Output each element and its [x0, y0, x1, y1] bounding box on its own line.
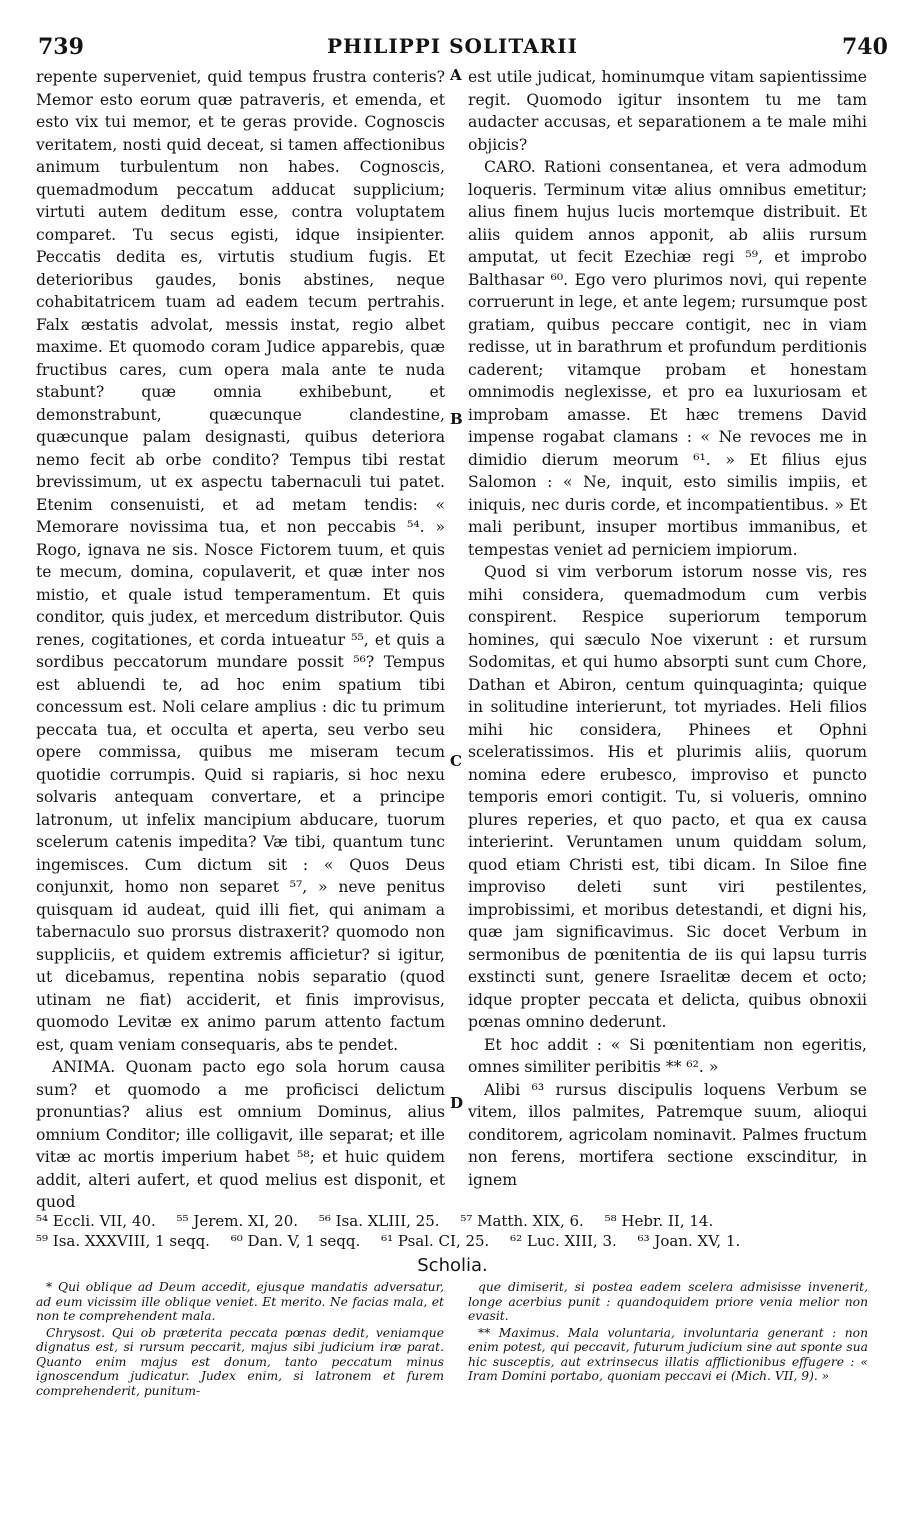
- right-text-column: [468, 66, 867, 1191]
- references-line-2: [36, 1232, 870, 1251]
- reference: ⁵⁴ Eccli. VII, 40.: [36, 1212, 156, 1230]
- scholia-note: Chrysost. Qui ob præterita peccata pœnas dedit, veniamque dignatus est, si rursum peccarit, majus sibi judicium iræ parat. Quanto enim majus est donum, tanto peccatum minus ignoscendum judicatur. Judex enim, si latronem et furem comprehenderit, punitum-: [36, 1325, 444, 1398]
- reference: ⁶² Luc. XIII, 3.: [510, 1232, 617, 1250]
- scholia-right-column: [468, 1280, 868, 1386]
- reference: ⁵⁷ Matth. XIX, 6.: [460, 1212, 584, 1230]
- section-marker-b: B: [450, 410, 463, 428]
- section-marker-c: C: [450, 752, 462, 770]
- left-text-column: [36, 66, 445, 1214]
- reference: ⁶¹ Psal. CI, 25.: [381, 1232, 490, 1250]
- right-paragraph-2: CARO. Rationi consentanea, et vera admodum loqueris. Terminum vitæ alius omnibus emetitur; alius finem hujus lucis mortemque distribuit. Et aliis quidem annos apponit, ab aliis rursum amputat, ut fecit Ezechiæ regi ⁵⁹, et improbo Balthasar ⁶⁰. Ego vero plurimos novi, qui repente corruerunt in lege, et ante legem; rursumque post gratiam, quibus peccare contigit, nec in viam redisse, ut in barathrum et profundum perditionis caderent; vitamque probam et honestam omnimodis neglexisse, et pro ea luxuriosam et improbam amasse. Et hæc tremens David impense rogabat clamans : « Ne revoces me in dimidio dierum meorum ⁶¹. » Et filius ejus Salomon : « Ne, inquit, esto similis impiis, et iniquis, nec duris corde, et incompatientibus. » Et mali peribunt, insuper mortibus immanibus, et tempestas veniet ad perniciem impiorum.: [468, 158, 867, 559]
- right-paragraph-4: Et hoc addit : « Si pœnitentiam non egeritis, omnes similiter peribitis ** ⁶². »: [468, 1035, 867, 1076]
- scholia-note: que dimiserit, si postea eadem scelera admisisse invenerit, longe acerbius punit : quandoquidem priore venia melior non evasit.: [468, 1280, 868, 1323]
- references-line-1: [36, 1212, 870, 1231]
- running-title: PHILIPPI SOLITARII: [326, 34, 579, 58]
- reference: ⁵⁶ Isa. XLIII, 25.: [318, 1212, 440, 1230]
- reference: ⁶³ Joan. XV, 1.: [637, 1232, 741, 1250]
- left-paragraph-2: ANIMA. Quonam pacto ego sola horum causa sum? et quomodo a me proficisci delictum pronuntias? alius est omnium Dominus, alius omnium Conditor; ille colligavit, ille separat; et ille vitæ ac mortis imperium habet ⁵⁸; et huic quidem addit, alteri aufert, et quod melius est disponit, et quod: [36, 1058, 445, 1211]
- scholia-heading: Scholia.: [417, 1255, 488, 1276]
- right-paragraph-3: Quod si vim verborum istorum nosse vis, res mihi considera, quemadmodum cum verbis conspirent. Respice superiorum temporum homines, qui sæculo Noe vixerunt : et rursum Sodomitas, et qui humo absorpti sunt cum Chore, Dathan et Abiron, centum quinquaginta; quique in solitudine interierunt, tot myriades. Heli filios mihi hic considera, Phinees et Ophni sceleratissimos. His et plurimis aliis, quorum nomina edere erubesco, improviso et puncto temporis emori contigit. Tu, si volueris, omnino plures reperies, et quo pacto, et qua ex causa interierint. Veruntamen unum quiddam solum, quod etiam Christi est, tibi dicam. In Siloe fine improviso deleti sunt viri pestilentes, improbissimi, et moribus detestandi, et digni his, quæ jam significavimus. Sic docet Verbum in sermonibus de pœnitentia de iis qui lapsu turris exstincti sunt, genere Israelitæ decem et octo; idque propter peccata et delicta, quibus obnoxii pœnas omnino dederunt.: [468, 563, 867, 1031]
- page-number-left: 739: [38, 34, 84, 60]
- right-paragraph-1: est utile judicat, hominumque vitam sapientissime regit. Quomodo igitur insontem tu me tam audacter accusas, et separationem a te male mihi objicis?: [468, 68, 867, 154]
- scholia-note: * Qui oblique ad Deum accedit, ejusque mandatis adversatur, ad eum vicissim ille oblique veniet. Et merito. Ne facias mala, et non te comprehendent mala.: [36, 1280, 444, 1323]
- right-paragraph-5: Alibi ⁶³ rursus discipulis loquens Verbum se vitem, illos palmites, Patremque suum, alioqui conditorem, agricolam nominavit. Palmes fructum non ferens, mortifera sectione exscinditur, in ignem: [468, 1080, 867, 1189]
- reference: ⁵⁹ Isa. XXXVIII, 1 seqq.: [36, 1232, 210, 1250]
- section-marker-a: A: [450, 66, 462, 84]
- page-number-right: 740: [842, 34, 888, 60]
- scholia-left-column: [36, 1280, 444, 1400]
- reference: ⁵⁵ Jerem. XI, 20.: [176, 1212, 299, 1230]
- scholia-note: ** Maximus. Mala voluntaria, involuntaria generant : non enim potest, qui peccavit, futurum judicium sine aut sponte sua hic susceptis, aut extrinsecus illatis afflictionibus effugere : « Iram Domini portabo, quoniam peccavi ei (Mich. VII, 9). »: [468, 1325, 868, 1383]
- reference: ⁵⁸ Hebr. II, 14.: [604, 1212, 714, 1230]
- reference: ⁶⁰ Dan. V, 1 seqq.: [230, 1232, 361, 1250]
- section-marker-d: D: [450, 1094, 464, 1112]
- left-paragraph-1: repente superveniet, quid tempus frustra conteris? Memor esto eorum quæ patraveris, et emenda, et esto vix tui memor, et te geras provide. Cognoscis veritatem, nosti quid deceat, si tamen affectionibus animum turbulentum non habes. Cognoscis, quemadmodum peccatum adducat supplicium; virtuti autem deditum esse, contra voluptatem comparet. Tu secus egisti, idque insipienter. Peccatis dedita es, virtutis studium fugis. Et deterioribus gaudes, bonis abstines, neque cohabitatricem tuam ad eadem tecum pertrahis. Falx æstatis advolat, messis instat, regio albet maxime. Et quomodo coram Judice apparebis, quæ fructibus cares, cum opera mala ante te nuda stabunt? quæ omnia exhibebunt, et demonstrabunt, quæcunque clandestine, quæcunque palam designasti, quibus deteriora nemo fecit ab orbe condito? Tempus tibi restat brevissimum, ut ex aspectu tabernaculi tui patet. Etenim consenuisti, et ad metam tendis: « Memorare novissima tua, et non peccabis ⁵⁴. » Rogo, ignava ne sis. Nosce Fictorem tuum, et quis te mecum, domina, copulaverit, et quæ inter nos mistio, et quale istud temperamentum. Et quis conditor, quis judex, et mercedum distributor. Quis renes, cogitationes, et corda intueatur ⁵⁵, et quis a sordibus peccatorum mundare possit ⁵⁶? Tempus est abluendi te, ad hoc enim spatium tibi concessum est. Noli celare amplius : dic tu primum peccata tua, et occulta et aperta, seu verbo seu opere commissa, quibus me miseram tecum quotidie corrumpis. Quid si rapiaris, si hoc nexu solvaris antequam convertare, et a principe latronum, ut infelix mancipium abducare, tuorum scelerum catenis impedita? Væ tibi, quantum tunc ingemisces. Cum dictum sit : « Quos Deus conjunxit, homo non separet ⁵⁷, » neve penitus quisquam id audeat, quid illi fiet, qui animam a tabernaculo suo prorsus distraxerit? quomodo non suppliciis, et quidem extremis afficietur? si igitur, ut dicebamus, repentina nobis separatio (quod utinam ne fiat) acciderit, et finis improvisus, quomodo Levitæ ex animo parum attento factum est, quam veniam consequaris, abs te pendet.: [36, 68, 445, 1054]
